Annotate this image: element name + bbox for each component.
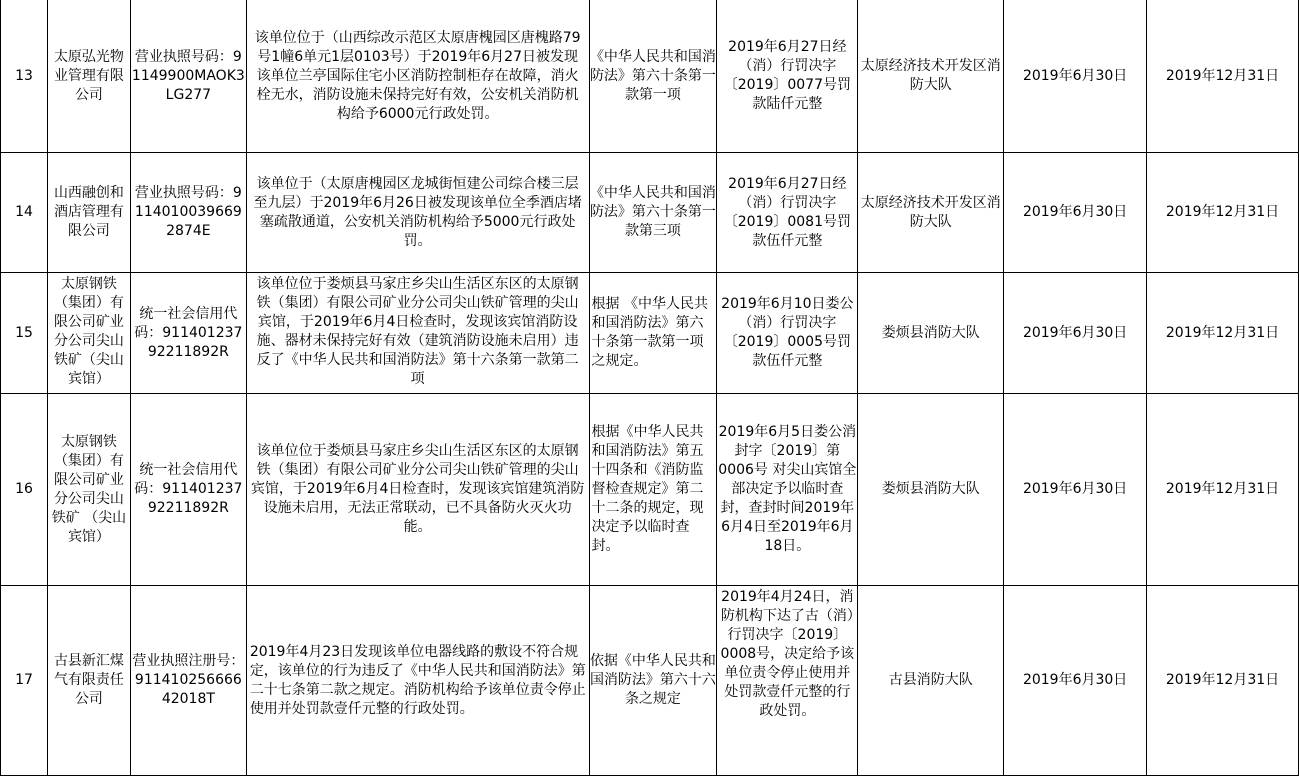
table-row xyxy=(1,586,1299,776)
entity-name: 古县新汇煤气有限责任公司 xyxy=(47,586,130,776)
row-number: 14 xyxy=(1,153,48,273)
license-code: 统一社会信用代码：91140123792211892R xyxy=(130,273,246,394)
entity-name: 太原钢铁（集团）有限公司矿业分公司尖山铁矿 （尖山宾馆） xyxy=(47,394,130,586)
legal-basis: 根据 《中华人民共和国消防法》第六十条第一款第一项之规定。 xyxy=(589,273,717,394)
legal-basis: 《中华人民共和国消防法》第六十条第一款第一项 xyxy=(589,0,717,153)
publish-start-date: 2019年6月30日 xyxy=(1004,153,1147,273)
penalty-decision: 2019年6月10日娄公（消）行罚决字〔2019〕0005号罚款伍仟元整 xyxy=(717,273,858,394)
table-row xyxy=(1,0,1299,153)
violation-facts: 该单位位于娄烦县马家庄乡尖山生活区东区的太原钢铁（集团）有限公司矿业分公司尖山铁矿管理的尖山宾馆，于2019年6月4日检查时，发现该宾馆消防设施、器材未保持完好有效（建筑消防设施未启用）违反了《中华人民共和国消防法》第十六条第一款第二项 xyxy=(246,273,589,394)
table-row xyxy=(1,394,1299,586)
row-number: 15 xyxy=(1,273,48,394)
entity-name: 太原弘光物业管理有限公司 xyxy=(47,0,130,153)
publish-end-date: 2019年12月31日 xyxy=(1147,586,1299,776)
publish-end-date: 2019年12月31日 xyxy=(1147,273,1299,394)
penalty-decision: 2019年6月5日娄公消封字〔2019〕第0006号 对尖山宾馆全部决定予以临时查封，查封时间2019年6月4日至2019年6月18日。 xyxy=(717,394,858,586)
violation-facts: 该单位位于（山西综改示范区太原唐槐园区唐槐路79号1幢6单元1层0103号）于2019年6月27日被发现该单位兰亭国际住宅小区消防控制柜存在故障，消火栓无水，消防设施未保持完好有效，公安机关消防机构给予6000元行政处罚。 xyxy=(246,0,589,153)
enforcement-authority: 太原经济技术开发区消防大队 xyxy=(858,0,1004,153)
publish-end-date: 2019年12月31日 xyxy=(1147,153,1299,273)
legal-basis: 《中华人民共和国消防法》第六十条第一款第三项 xyxy=(589,153,717,273)
violation-facts: 该单位于（太原唐槐园区龙城街恒建公司综合楼三层至九层）于2019年6月26日被发现该单位全季酒店堵塞疏散通道，公安机关消防机构给予5000元行政处罚。 xyxy=(246,153,589,273)
license-code: 营业执照号码：91140100396692874E xyxy=(130,153,246,273)
penalty-decision: 2019年6月27日经（消）行罚决字〔2019〕0081号罚款伍仟元整 xyxy=(717,153,858,273)
enforcement-authority: 娄烦县消防大队 xyxy=(858,394,1004,586)
penalty-decision: 2019年6月27日经（消）行罚决字〔2019〕0077号罚款陆仟元整 xyxy=(717,0,858,153)
publish-end-date: 2019年12月31日 xyxy=(1147,394,1299,586)
publish-start-date: 2019年6月30日 xyxy=(1004,273,1147,394)
license-code: 营业执照注册号：91141025666642018T xyxy=(130,586,246,776)
row-number: 13 xyxy=(1,0,48,153)
enforcement-authority: 太原经济技术开发区消防大队 xyxy=(858,153,1004,273)
violation-facts: 2019年4月23日发现该单位电器线路的敷设不符合规定，该单位的行为违反了《中华人民共和国消防法》第二十七条第二款之规定。消防机构给予该单位责令停止使用并处罚款壹仟元整的行政处罚。 xyxy=(246,586,589,776)
publish-start-date: 2019年6月30日 xyxy=(1004,394,1147,586)
license-code: 统一社会信用代码：91140123792211892R xyxy=(130,394,246,586)
row-number: 17 xyxy=(1,586,48,776)
legal-basis: 根据《中华人民共和国消防法》第五十四条和《消防监督检查规定》第二十二条的规定，现决定予以临时查封。 xyxy=(589,394,717,586)
violation-facts: 该单位位于娄烦县马家庄乡尖山生活区东区的太原钢铁（集团）有限公司矿业分公司尖山铁矿管理的尖山宾馆，于2019年6月4日检查时，发现该宾馆建筑消防设施未启用，无法正常联动，已不具备防火灭火功能。 xyxy=(246,394,589,586)
entity-name: 山西融创和酒店管理有限公司 xyxy=(47,153,130,273)
publish-start-date: 2019年6月30日 xyxy=(1004,0,1147,153)
publish-start-date: 2019年6月30日 xyxy=(1004,586,1147,776)
table-row xyxy=(1,153,1299,273)
entity-name: 太原钢铁（集团）有限公司矿业分公司尖山铁矿（尖山宾馆） xyxy=(47,273,130,394)
publish-end-date: 2019年12月31日 xyxy=(1147,0,1299,153)
license-code: 营业执照号码：91149900MAOK3LG277 xyxy=(130,0,246,153)
penalty-decision: 2019年4月24日，消防机构下达了古（消）行罚决字〔2019〕0008号，决定给予该单位责令停止使用并处罚款壹仟元整的行政处罚。 xyxy=(717,586,858,776)
enforcement-authority: 古县消防大队 xyxy=(858,586,1004,776)
table-row xyxy=(1,273,1299,394)
row-number: 16 xyxy=(1,394,48,586)
legal-basis: 依据《中华人民共和国消防法》第六十六条之规定 xyxy=(589,586,717,776)
enforcement-authority: 娄烦县消防大队 xyxy=(858,273,1004,394)
